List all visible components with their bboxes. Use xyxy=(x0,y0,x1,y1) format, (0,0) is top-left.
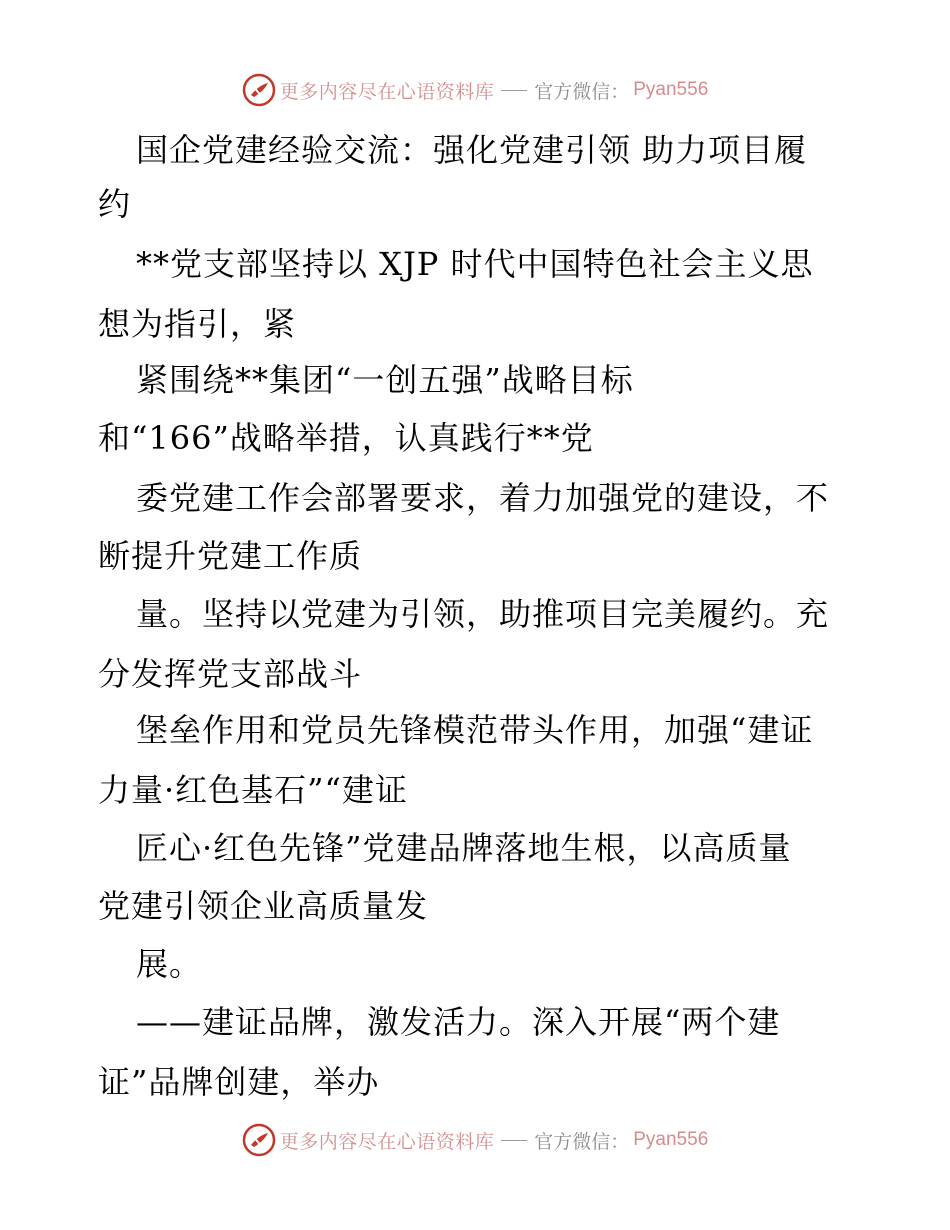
paragraph-line: 断提升党建工作质 xyxy=(98,537,363,575)
watermark-brand: 更多内容尽在心语资料库 xyxy=(279,80,495,103)
document-title-line-1: 国企党建经验交流：强化党建引领 助力项目履 xyxy=(136,131,808,169)
watermark-brand: 更多内容尽在心语资料库 xyxy=(279,1130,495,1153)
paragraph-line: 紧围绕**集团“一创五强”战略目标 xyxy=(136,361,634,399)
paragraph-line: 分发挥党支部战斗 xyxy=(98,655,363,693)
paragraph-line: 委党建工作会部署要求，着力加强党的建设，不 xyxy=(136,479,830,517)
paragraph-line: 想为指引，紧 xyxy=(98,305,297,343)
document-title-line-2: 约 xyxy=(98,185,132,223)
paragraph-line: 展。 xyxy=(136,945,203,983)
paragraph-line: ——建证品牌，激发活力。深入开展“两个建 xyxy=(136,1003,781,1041)
footer-watermark xyxy=(0,1120,950,1160)
paragraph-line: 证”品牌创建，举办 xyxy=(98,1063,380,1101)
watermark-wechat-id: Pyan556 xyxy=(633,1129,709,1150)
header-watermark xyxy=(0,70,950,110)
paragraph-line: **党支部坚持以 XJP 时代中国特色社会主义思 xyxy=(136,245,814,283)
paragraph-line: 堡垒作用和党员先锋模范带头作用，加强“建证 xyxy=(136,711,814,749)
watermark-divider xyxy=(501,90,527,91)
watermark-divider xyxy=(501,1140,527,1141)
paragraph-line: 党建引领企业高质量发 xyxy=(98,887,429,925)
watermark-official-label: 官方微信： xyxy=(534,1130,630,1153)
book-heart-logo-icon xyxy=(242,73,276,107)
paragraph-line: 匠心·红色先锋”党建品牌落地生根，以高质量 xyxy=(136,829,792,867)
paragraph-line: 和“166”战略举措，认真践行**党 xyxy=(98,419,594,457)
paragraph-line: 力量·红色基石”“建证 xyxy=(98,771,408,809)
paragraph-line: 量。坚持以党建为引领，助推项目完美履约。充 xyxy=(136,595,830,633)
book-heart-logo-icon xyxy=(242,1123,276,1157)
watermark-wechat-id: Pyan556 xyxy=(633,79,709,100)
watermark-official-label: 官方微信： xyxy=(534,80,630,103)
